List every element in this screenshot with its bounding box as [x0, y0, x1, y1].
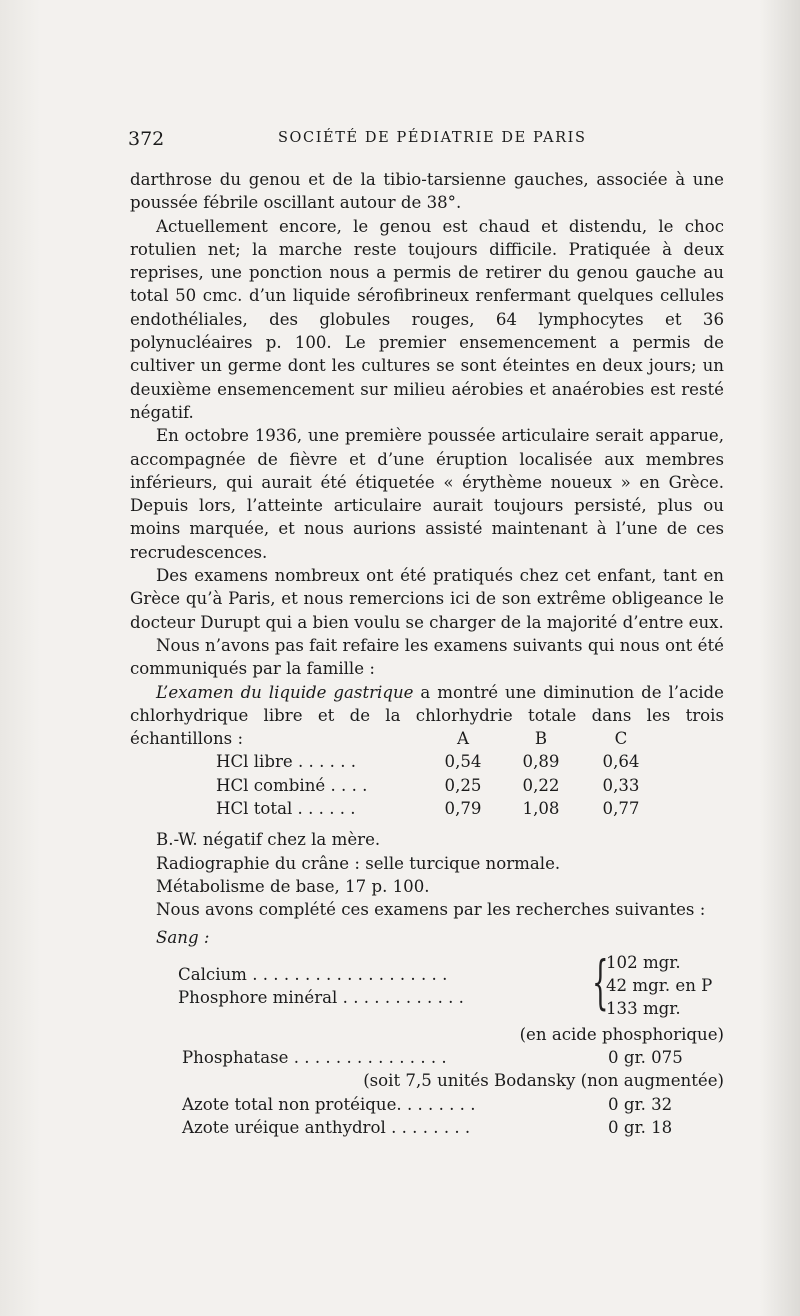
- cell-a: 0,54: [444, 752, 482, 772]
- brace-value-2: 42 mgr. en P: [606, 975, 713, 995]
- paragraph-2: Actuellement encore, le genou est chaud et distendu, le choc rotulien net; la marche reste toujours difficile. Pratiquée à deux reprises, une ponction nous a permis de retirer du genou gauche au total 50 cmc. d’un liquide sérofibrineux renfermant quelques cellules endothéliales, des globules rouges, 64 lymphocytes et 36 polynucléaires p. 100. Le premier ensemencement a permis de cultiver un germe dont les cultures se sont éteintes en deux jours; un deuxième ensemencement sur milieu aérobies et anaérobies est resté négatif.: [130, 216, 724, 422]
- row-label: HCl total . . . . . .: [216, 799, 356, 819]
- bw-result: B.-W. négatif chez la mère.: [156, 830, 381, 850]
- paragraph-4: Des examens nombreux ont été pratiqués chez cet enfant, tant en Grèce qu’à Paris, et nous remercions ici de son extrême obligeance le docteur Durupt qui a bien voulu se charger de la majorité d’entre eux.: [130, 566, 724, 632]
- metab-result: Métabolisme de base, 17 p. 100.: [156, 876, 430, 896]
- azote-ureique-label: Azote uréique anthydrol . . . . . . . .: [182, 1117, 471, 1137]
- page-body: [130, 168, 724, 1139]
- calcium-label: Calcium . . . . . . . . . . . . . . . . . . .: [178, 964, 448, 984]
- phosphatase-value: 0 gr. 075: [608, 1048, 683, 1068]
- paragraph-3: En octobre 1936, une première poussée articulaire serait apparue, accompagnée de fièvre et d’une éruption localisée aux membres inférieurs, qui aurait été étiquetée « érythème noueux » en Grèce. Depuis lors, l’atteinte articulaire aurait toujours persisté, plus ou moins marquée, et nous aurions assisté maintenant à l’une de ces recrudescences.: [130, 426, 724, 562]
- table-row: [130, 774, 656, 797]
- sang-heading: Sang :: [156, 927, 210, 947]
- paragraph-5: Nous n’avons pas fait refaire les examens suivants qui nous ont été communiqués par la famille :: [130, 635, 724, 679]
- phosphatase-row: [130, 1046, 724, 1069]
- acid-note-row: [130, 1023, 724, 1046]
- cell-b: 0,89: [522, 752, 560, 772]
- cell-a: 0,25: [444, 775, 482, 795]
- brace-value-3: 133 mgr.: [606, 998, 681, 1018]
- table-row: [130, 797, 656, 820]
- cell-c: 0,64: [602, 752, 640, 772]
- col-header-b: B: [534, 729, 548, 749]
- gastric-exam-text: a montré une diminution de l’acide chlorhydrique libre et de la chlorhydrie totale dans les trois échantillons :: [130, 682, 724, 749]
- phosphatase-label: Phosphatase . . . . . . . . . . . . . . .: [182, 1048, 447, 1068]
- page-header: [128, 128, 720, 152]
- cell-a: 0,79: [444, 799, 482, 819]
- acid-note: (en acide phosphorique): [519, 1024, 724, 1044]
- azote-ureique-value: 0 gr. 18: [608, 1117, 673, 1137]
- cell-c: 0,77: [602, 799, 640, 819]
- azote-total-label: Azote total non protéique. . . . . . . .: [182, 1094, 476, 1114]
- completed-text: Nous avons complété ces examens par les recherches suivantes :: [156, 900, 706, 920]
- azote-total-value: 0 gr. 32: [608, 1094, 673, 1114]
- radio-result: Radiographie du crâne : selle turcique normale.: [156, 853, 561, 873]
- col-header-c: C: [614, 729, 628, 749]
- paragraph-1: darthrose du genou et de la tibio-tarsienne gauches, associée à une poussée fébrile oscillant autour de 38°.: [130, 170, 724, 213]
- cell-b: 1,08: [522, 799, 560, 819]
- azote-total-row: [130, 1093, 724, 1116]
- running-title: SOCIÉTÉ DE PÉDIATRIE DE PARIS: [278, 130, 587, 146]
- phosphore-label: Phosphore minéral . . . . . . . . . . . .: [178, 987, 464, 1007]
- brace-icon: {: [592, 947, 609, 1016]
- table-row: [130, 750, 656, 773]
- azote-ureique-row: [130, 1116, 724, 1139]
- cell-c: 0,33: [602, 775, 640, 795]
- row-label: HCl combiné . . . .: [216, 775, 368, 795]
- calcium-phosphore-block: [130, 947, 724, 1023]
- bodansky-note: (soit 7,5 unités Bodansky (non augmentée): [363, 1071, 724, 1091]
- cell-b: 0,22: [522, 775, 560, 795]
- gastric-exam-title: L’examen du liquide gastrique: [156, 682, 414, 702]
- bodansky-row: [130, 1069, 724, 1092]
- brace-value-1: 102 mgr.: [606, 952, 681, 972]
- row-label: HCl libre . . . . . .: [216, 752, 357, 772]
- results-list: [130, 828, 724, 921]
- page-number: 372: [128, 128, 165, 150]
- col-header-a: A: [457, 729, 469, 749]
